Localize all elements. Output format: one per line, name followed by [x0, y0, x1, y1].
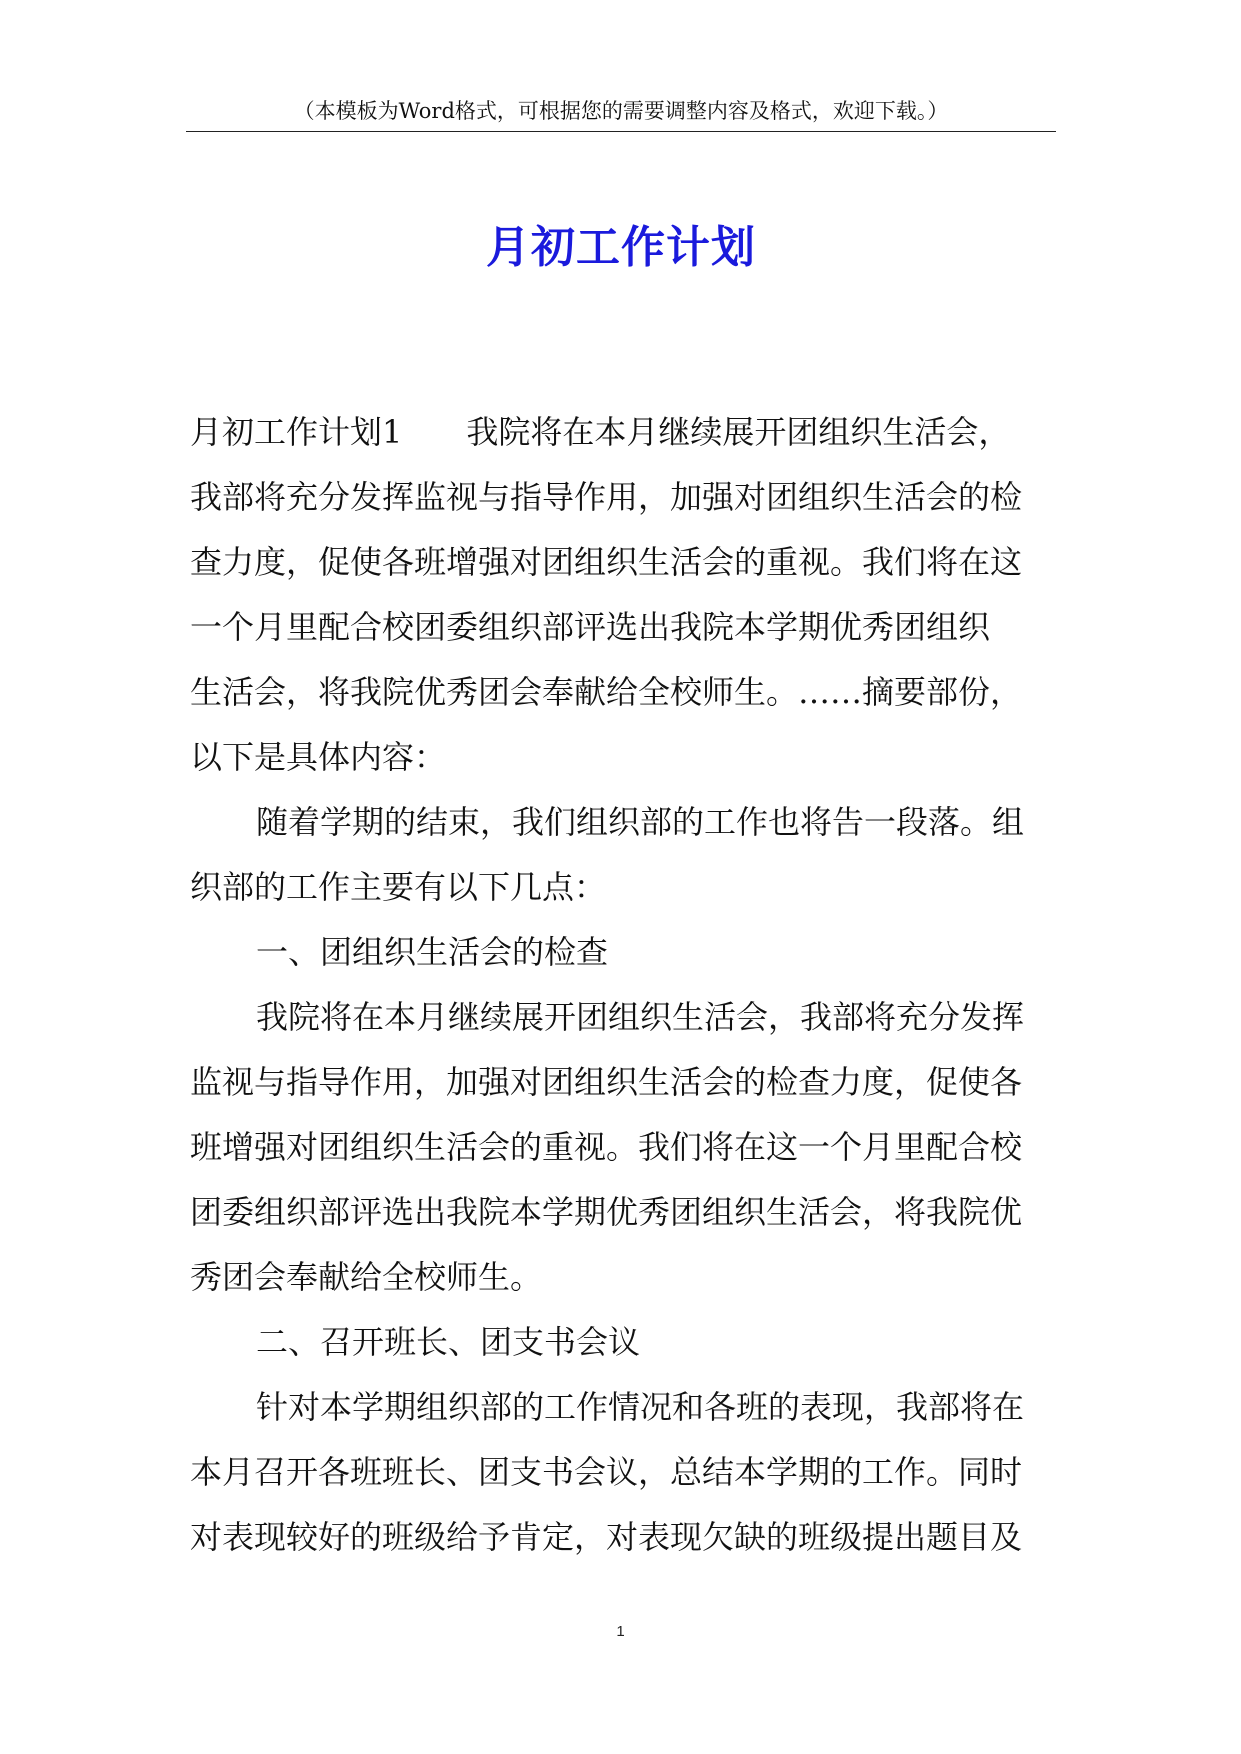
summary-line: 我院将在本月继续展开团组织生活会，	[466, 413, 1011, 451]
summary-line: 一个月里配合校团委组织部评选出我院本学期优秀团组织	[190, 608, 991, 646]
section-heading-text: 二、召开班长、团支书会议	[256, 1323, 641, 1361]
summary-paragraph	[190, 400, 1065, 790]
paragraph-line: 随着学期的结束，我们组织部的工作也将告一段落。组	[256, 803, 1025, 841]
section-heading-text: 一、团组织生活会的检查	[256, 933, 609, 971]
paragraph-line: 针对本学期组织部的工作情况和各班的表现，我部将在	[256, 1388, 1025, 1426]
body-paragraph	[190, 985, 1065, 1310]
paragraph-line: 本月召开各班班长、团支书会议，总结本学期的工作。同时	[190, 1453, 1023, 1491]
document-title: 月初工作计划	[486, 222, 756, 273]
template-note: （本模板为Word格式，可根据您的需要调整内容及格式，欢迎下载。）	[293, 99, 949, 123]
summary-line: 查力度，促使各班增强对团组织生活会的重视。我们将在这	[190, 543, 1023, 581]
summary-line: 生活会，将我院优秀团会奉献给全校师生。……摘要部份，	[190, 673, 1023, 711]
summary-line: 以下是具体内容：	[190, 738, 447, 776]
paragraph-line: 监视与指导作用，加强对团组织生活会的检查力度，促使各	[190, 1063, 1023, 1101]
body-paragraph	[190, 1375, 1065, 1570]
header-divider	[186, 131, 1056, 132]
paragraph-line: 我院将在本月继续展开团组织生活会，我部将充分发挥	[256, 998, 1025, 1036]
summary-label: 月初工作计划1	[190, 413, 403, 451]
paragraph-line: 班增强对团组织生活会的重视。我们将在这一个月里配合校	[190, 1128, 1023, 1166]
body-paragraph	[190, 790, 1065, 920]
paragraph-line: 团委组织部评选出我院本学期优秀团组织生活会，将我院优	[190, 1193, 1023, 1231]
page-number: 1	[616, 1623, 625, 1640]
section-heading	[190, 920, 1065, 985]
paragraph-line: 对表现较好的班级给予肯定，对表现欠缺的班级提出题目及	[190, 1518, 1023, 1556]
summary-first-line	[190, 400, 1065, 465]
paragraph-line: 织部的工作主要有以下几点：	[190, 868, 607, 906]
section-heading	[190, 1310, 1065, 1375]
summary-line: 我部将充分发挥监视与指导作用，加强对团组织生活会的检	[190, 478, 1023, 516]
document-body	[190, 400, 1065, 1570]
paragraph-line: 秀团会奉献给全校师生。	[190, 1258, 543, 1296]
